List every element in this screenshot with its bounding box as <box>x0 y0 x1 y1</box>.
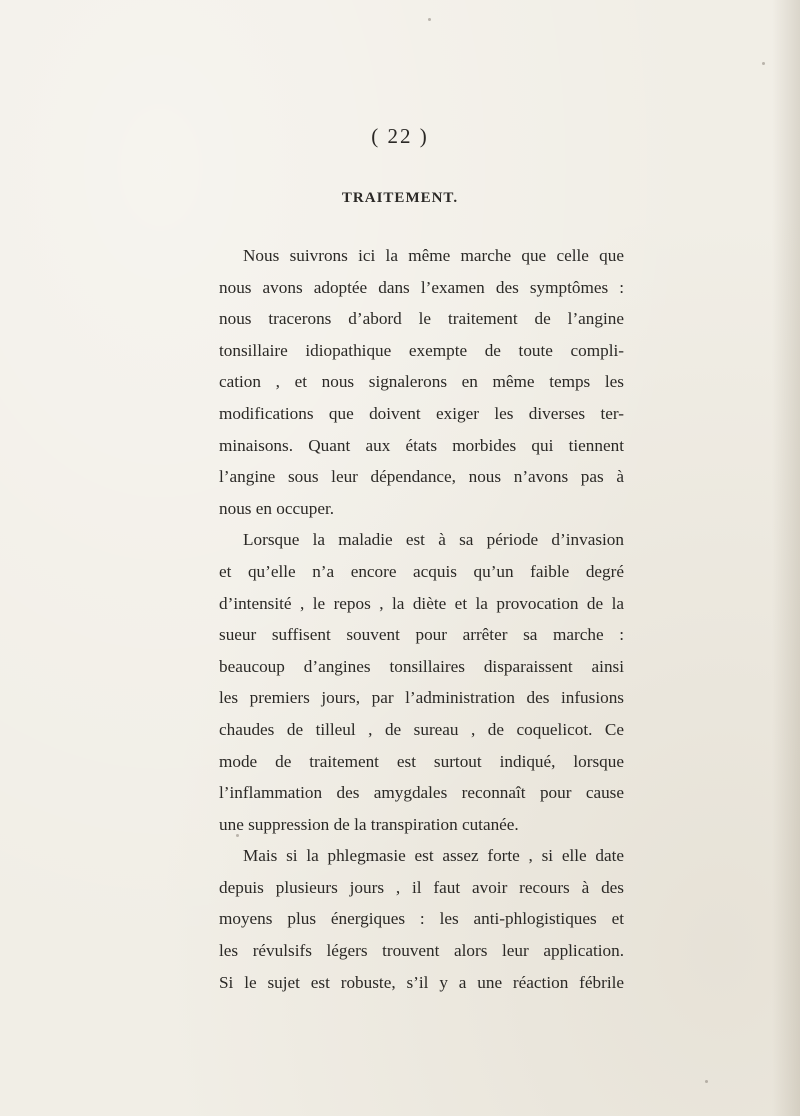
text-line: Si le sujet est robuste, s’il y a une réaction fébrile <box>219 972 624 992</box>
text-line: les premiers jours, par l’administration des infusions <box>219 688 624 708</box>
text-line: beaucoup d’angines tonsillaires disparaissent ainsi <box>219 656 624 676</box>
text-line: Mais si la phlegmasie est assez forte , si elle date <box>243 846 624 866</box>
text-line: mode de traitement est surtout indiqué, lorsque <box>219 751 624 771</box>
text-line: sueur suffisent souvent pour arrêter sa marche : <box>219 625 624 645</box>
text-line: modifications que doivent exiger les diverses ter- <box>219 403 624 423</box>
ink-speck <box>705 1080 708 1083</box>
text-line: nous en occuper. <box>219 498 335 518</box>
text-line: d’intensité , le repos , la diète et la provocation de la <box>219 593 624 613</box>
text-line: l’angine sous leur dépendance, nous n’avons pas à <box>219 467 624 487</box>
text-line: tonsillaire idiopathique exempte de toute compli- <box>219 340 624 360</box>
text-line: une suppression de la transpiration cutanée. <box>219 814 519 834</box>
text-line: nous avons adoptée dans l’examen des symptômes : <box>219 277 624 297</box>
text-line: cation , et nous signalerons en même temps les <box>219 372 624 392</box>
text-line: moyens plus énergiques : les anti-phlogistiques et <box>219 909 624 929</box>
text-line: nous tracerons d’abord le traitement de l’angine <box>219 309 624 329</box>
page-edge-shadow <box>772 0 800 1116</box>
section-title: TRAITEMENT. <box>341 190 459 206</box>
page-number: ( 22 ) <box>371 124 429 148</box>
text-line: Lorsque la maladie est à sa période d’invasion <box>243 530 624 550</box>
ink-speck <box>428 18 431 21</box>
body-text <box>219 240 624 998</box>
ink-speck <box>762 62 765 65</box>
text-line: minaisons. Quant aux états morbides qui tiennent <box>219 435 624 455</box>
text-line: chaudes de tilleul , de sureau , de coquelicot. Ce <box>219 719 624 739</box>
text-line: l’inflammation des amygdales reconnaît pour cause <box>219 783 624 803</box>
text-line: et qu’elle n’a encore acquis qu’un faible degré <box>219 561 624 581</box>
text-line: Nous suivrons ici la même marche que celle que <box>243 246 624 265</box>
text-line: depuis plusieurs jours , il faut avoir recours à des <box>219 877 624 897</box>
text-line: les révulsifs légers trouvent alors leur application. <box>219 941 624 961</box>
